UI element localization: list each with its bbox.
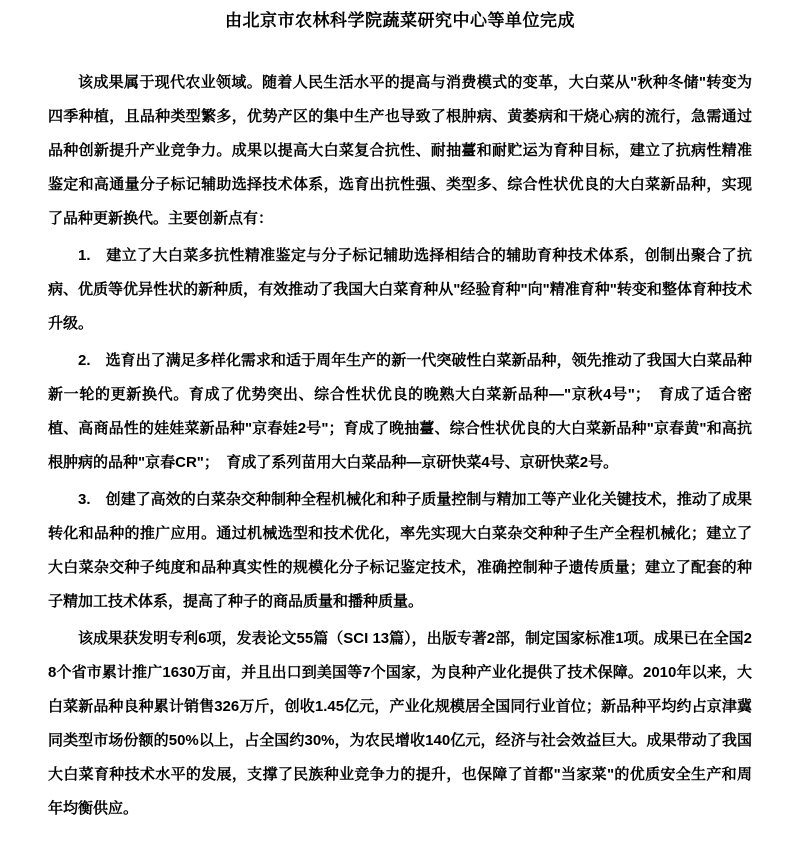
paragraph-impact: 该成果获发明专利6项，发表论文55篇（SCI 13篇），出版专著2部，制定国家标准1项。成果已在全国28个省市累计推广1630万亩，并且出口到美国等7个国家，为良种产业化提供了技术保障。2010年以来，大白菜新品种良种累计销售326万斤，创收1.45亿元，产业化规模居全国同行业首位；新品种平均约占京津冀同类型市场份额的50%以上，占全国约30%，为农民增收140亿元，经济与社会效益巨大。成果带动了我国大白菜育种技术水平的发展，支撑了民族种业竞争力的提升，也保障了首都"当家菜"的优质安全生产和周年均衡供应。	[48, 630, 752, 817]
paragraph-point-1: 1. 建立了大白菜多抗性精准鉴定与分子标记辅助选择相结合的辅助育种技术体系，创制出聚合了抗病、优质等优异性状的新种质，有效推动了我国大白菜育种从"经验育种"向"精准育种"转变和整体育种技术升级。	[48, 247, 752, 332]
paragraph-intro: 该成果属于现代农业领域。随着人民生活水平的提高与消费模式的变革，大白菜从"秋种冬储"转变为四季种植，且品种类型繁多，优势产区的集中生产也导致了根肿病、黄萎病和干烧心病的流行，急需通过品种创新提升产业竞争力。成果以提高大白菜复合抗性、耐抽薹和耐贮运为育种目标，建立了抗病性精准鉴定和高通量分子标记辅助选择技术体系，选育出抗性强、类型多、综合性状优良的大白菜新品种，实现了品种更新换代。主要创新点有：	[48, 74, 752, 227]
paragraph-point-3: 3. 创建了高效的白菜杂交种制种全程机械化和种子质量控制与精加工等产业化关键技术，推动了成果转化和品种的推广应用。通过机械选型和技术优化，率先实现大白菜杂交种种子生产全程机械化；建立了大白菜杂交种子纯度和品种真实性的规模化分子标记鉴定技术，准确控制种子遗传质量；建立了配套的种子精加工技术体系，提高了种子的商品质量和播种质量。	[48, 491, 752, 610]
document-title: 由北京市农林科学院蔬菜研究中心等单位完成	[225, 11, 575, 30]
paragraph-point-2: 2. 选育出了满足多样化需求和适于周年生产的新一代突破性白菜新品种，领先推动了我国大白菜品种新一轮的更新换代。育成了优势突出、综合性状优良的晚熟大白菜新品种—"京秋4号"； 育成了适合密植、高商品性的娃娃菜新品种"京春娃2号"；育成了晚抽薹、综合性状优良的大白菜新品种"京春黄"和高抗根肿病的品种"京春CR"； 育成了系列苗用大白菜品种—京研快菜4号、京研快菜2号。	[48, 352, 752, 471]
document-body	[48, 66, 752, 826]
